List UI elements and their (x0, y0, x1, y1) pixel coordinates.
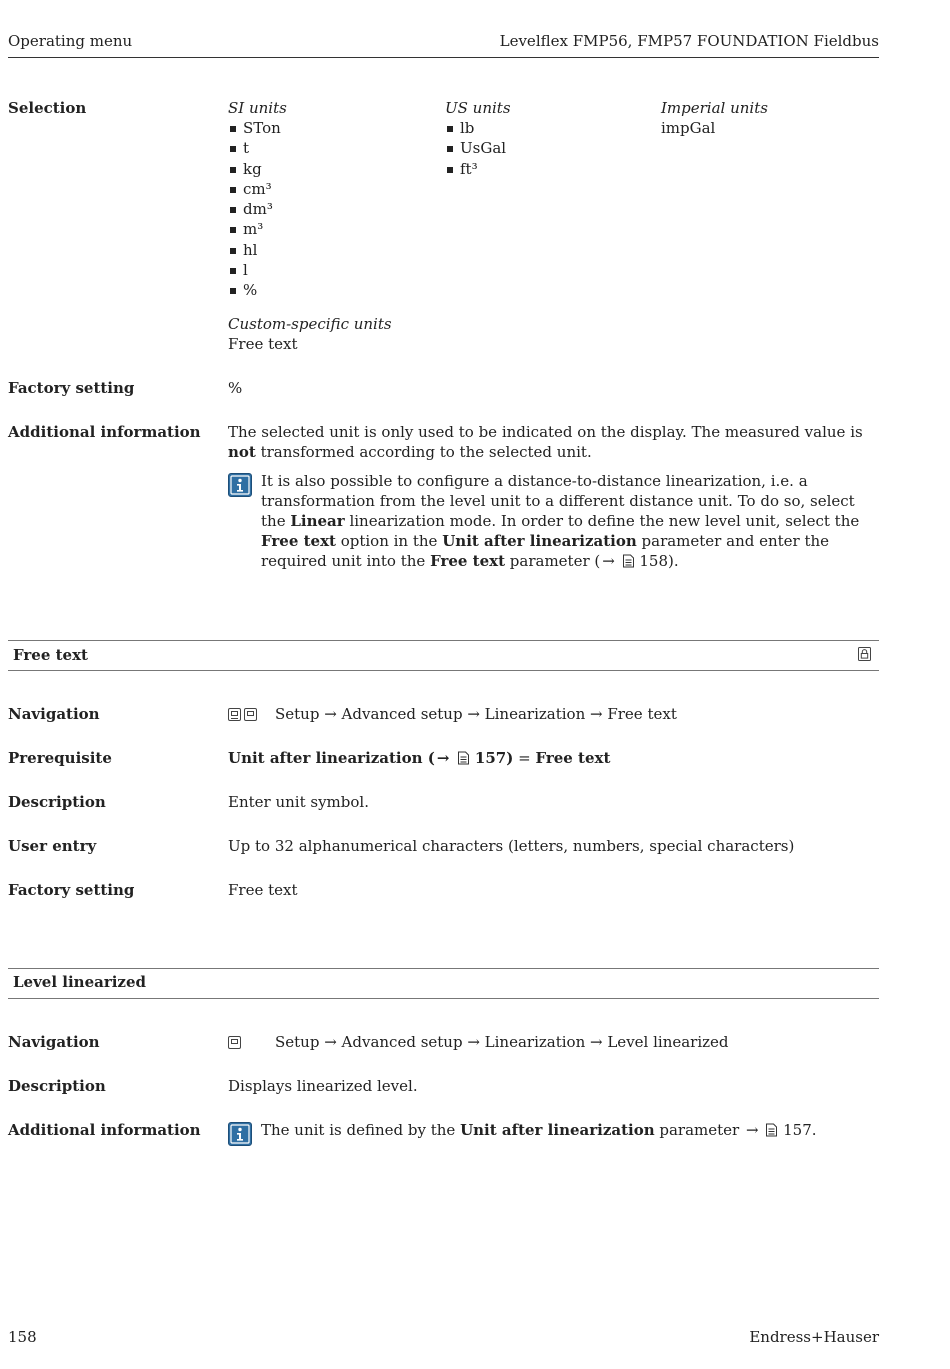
page-reference[interactable]: 157) (474, 749, 514, 767)
custom-units-value: Free text (228, 335, 298, 353)
document-icon (457, 750, 470, 770)
description-value: Displays linearized level. (228, 1077, 418, 1095)
list-item: lb (445, 118, 645, 138)
factory-setting-label: Factory setting (8, 379, 135, 397)
display-nav-icon (244, 708, 257, 721)
navigation-row (228, 704, 260, 724)
description-label: Description (8, 1077, 106, 1095)
selection-label: Selection (8, 99, 87, 117)
list-item: UsGal (445, 138, 645, 158)
user-entry-value: Up to 32 alphanumerical characters (letters, numbers, special characters) (228, 837, 795, 855)
list-item: cm³ (228, 179, 428, 199)
list-item: ft³ (445, 159, 645, 179)
page-reference[interactable]: 158 (639, 552, 669, 570)
section-rule-top (8, 640, 879, 641)
additional-info-label: Additional information (8, 423, 201, 441)
additional-info-label: Additional information (8, 1121, 201, 1139)
us-units-list (445, 118, 645, 179)
si-units-heading: SI units (228, 99, 287, 117)
custom-units-heading: Custom-specific units (228, 315, 392, 333)
additional-info-note: The unit is defined by the Unit after linearization parameter → 157. (261, 1120, 873, 1142)
header-rule (8, 57, 879, 58)
list-item: dm³ (228, 199, 428, 219)
document-icon (622, 553, 635, 573)
description-label: Description (8, 793, 106, 811)
user-entry-label: User entry (8, 837, 97, 855)
document-icon (765, 1122, 778, 1142)
list-item: t (228, 138, 428, 158)
edit-nav-icon (228, 708, 241, 721)
list-item: l (228, 260, 428, 280)
si-units-column (228, 98, 428, 301)
info-icon (228, 1122, 252, 1146)
imperial-units-heading: Imperial units (661, 99, 768, 117)
navigation-path[interactable]: Setup → Advanced setup → Linearization → Free text (275, 705, 677, 723)
description-value: Enter unit symbol. (228, 793, 369, 811)
navigation-path[interactable]: Setup → Advanced setup → Linearization → Level linearized (275, 1033, 729, 1051)
page-header-right: Levelflex FMP56, FMP57 FOUNDATION Fieldbus (499, 32, 879, 50)
page-number: 158 (8, 1328, 37, 1346)
page-header-left: Operating menu (8, 32, 133, 50)
factory-setting-value: % (228, 379, 243, 397)
factory-setting-value: Free text (228, 881, 298, 899)
page-reference[interactable]: 157. (783, 1121, 817, 1139)
section-rule-top (8, 968, 879, 969)
additional-info-text: The selected unit is only used to be indicated on the display. The measured value is not transformed according to the selected unit. (228, 423, 863, 461)
list-item: % (228, 280, 428, 300)
us-units-column (445, 98, 645, 179)
prerequisite-value: Unit after linearization ( → 157) = Free text (228, 748, 610, 770)
navigation-row (228, 1032, 244, 1052)
list-item: STon (228, 118, 428, 138)
imperial-units-column (661, 98, 861, 138)
list-item: m³ (228, 219, 428, 239)
section-rule-bottom (8, 670, 879, 671)
info-icon (228, 473, 252, 497)
imperial-units-value: impGal (661, 119, 716, 137)
si-units-list (228, 118, 428, 301)
custom-units (228, 314, 392, 354)
display-nav-icon (228, 1036, 241, 1049)
navigation-label: Navigation (8, 1033, 100, 1051)
section-title-free-text: Free text (13, 646, 88, 664)
us-units-heading: US units (445, 99, 511, 117)
list-item: kg (228, 159, 428, 179)
section-rule-bottom (8, 998, 879, 999)
list-item: hl (228, 240, 428, 260)
additional-info-note: It is also possible to configure a distance-to-distance linearization, i.e. a transformation from the level unit to a different distance unit. To do so, select the Linear linearization mode. In order to define the new level unit, select the Free text option in the Unit after linearization parameter and enter the required unit into the Free text parameter ( → 158). (261, 471, 873, 573)
lock-icon (858, 646, 871, 660)
section-title-level-linearized: Level linearized (13, 973, 146, 991)
navigation-label: Navigation (8, 705, 100, 723)
factory-setting-label: Factory setting (8, 881, 135, 899)
footer-brand: Endress+Hauser (749, 1328, 879, 1346)
prerequisite-label: Prerequisite (8, 749, 112, 767)
